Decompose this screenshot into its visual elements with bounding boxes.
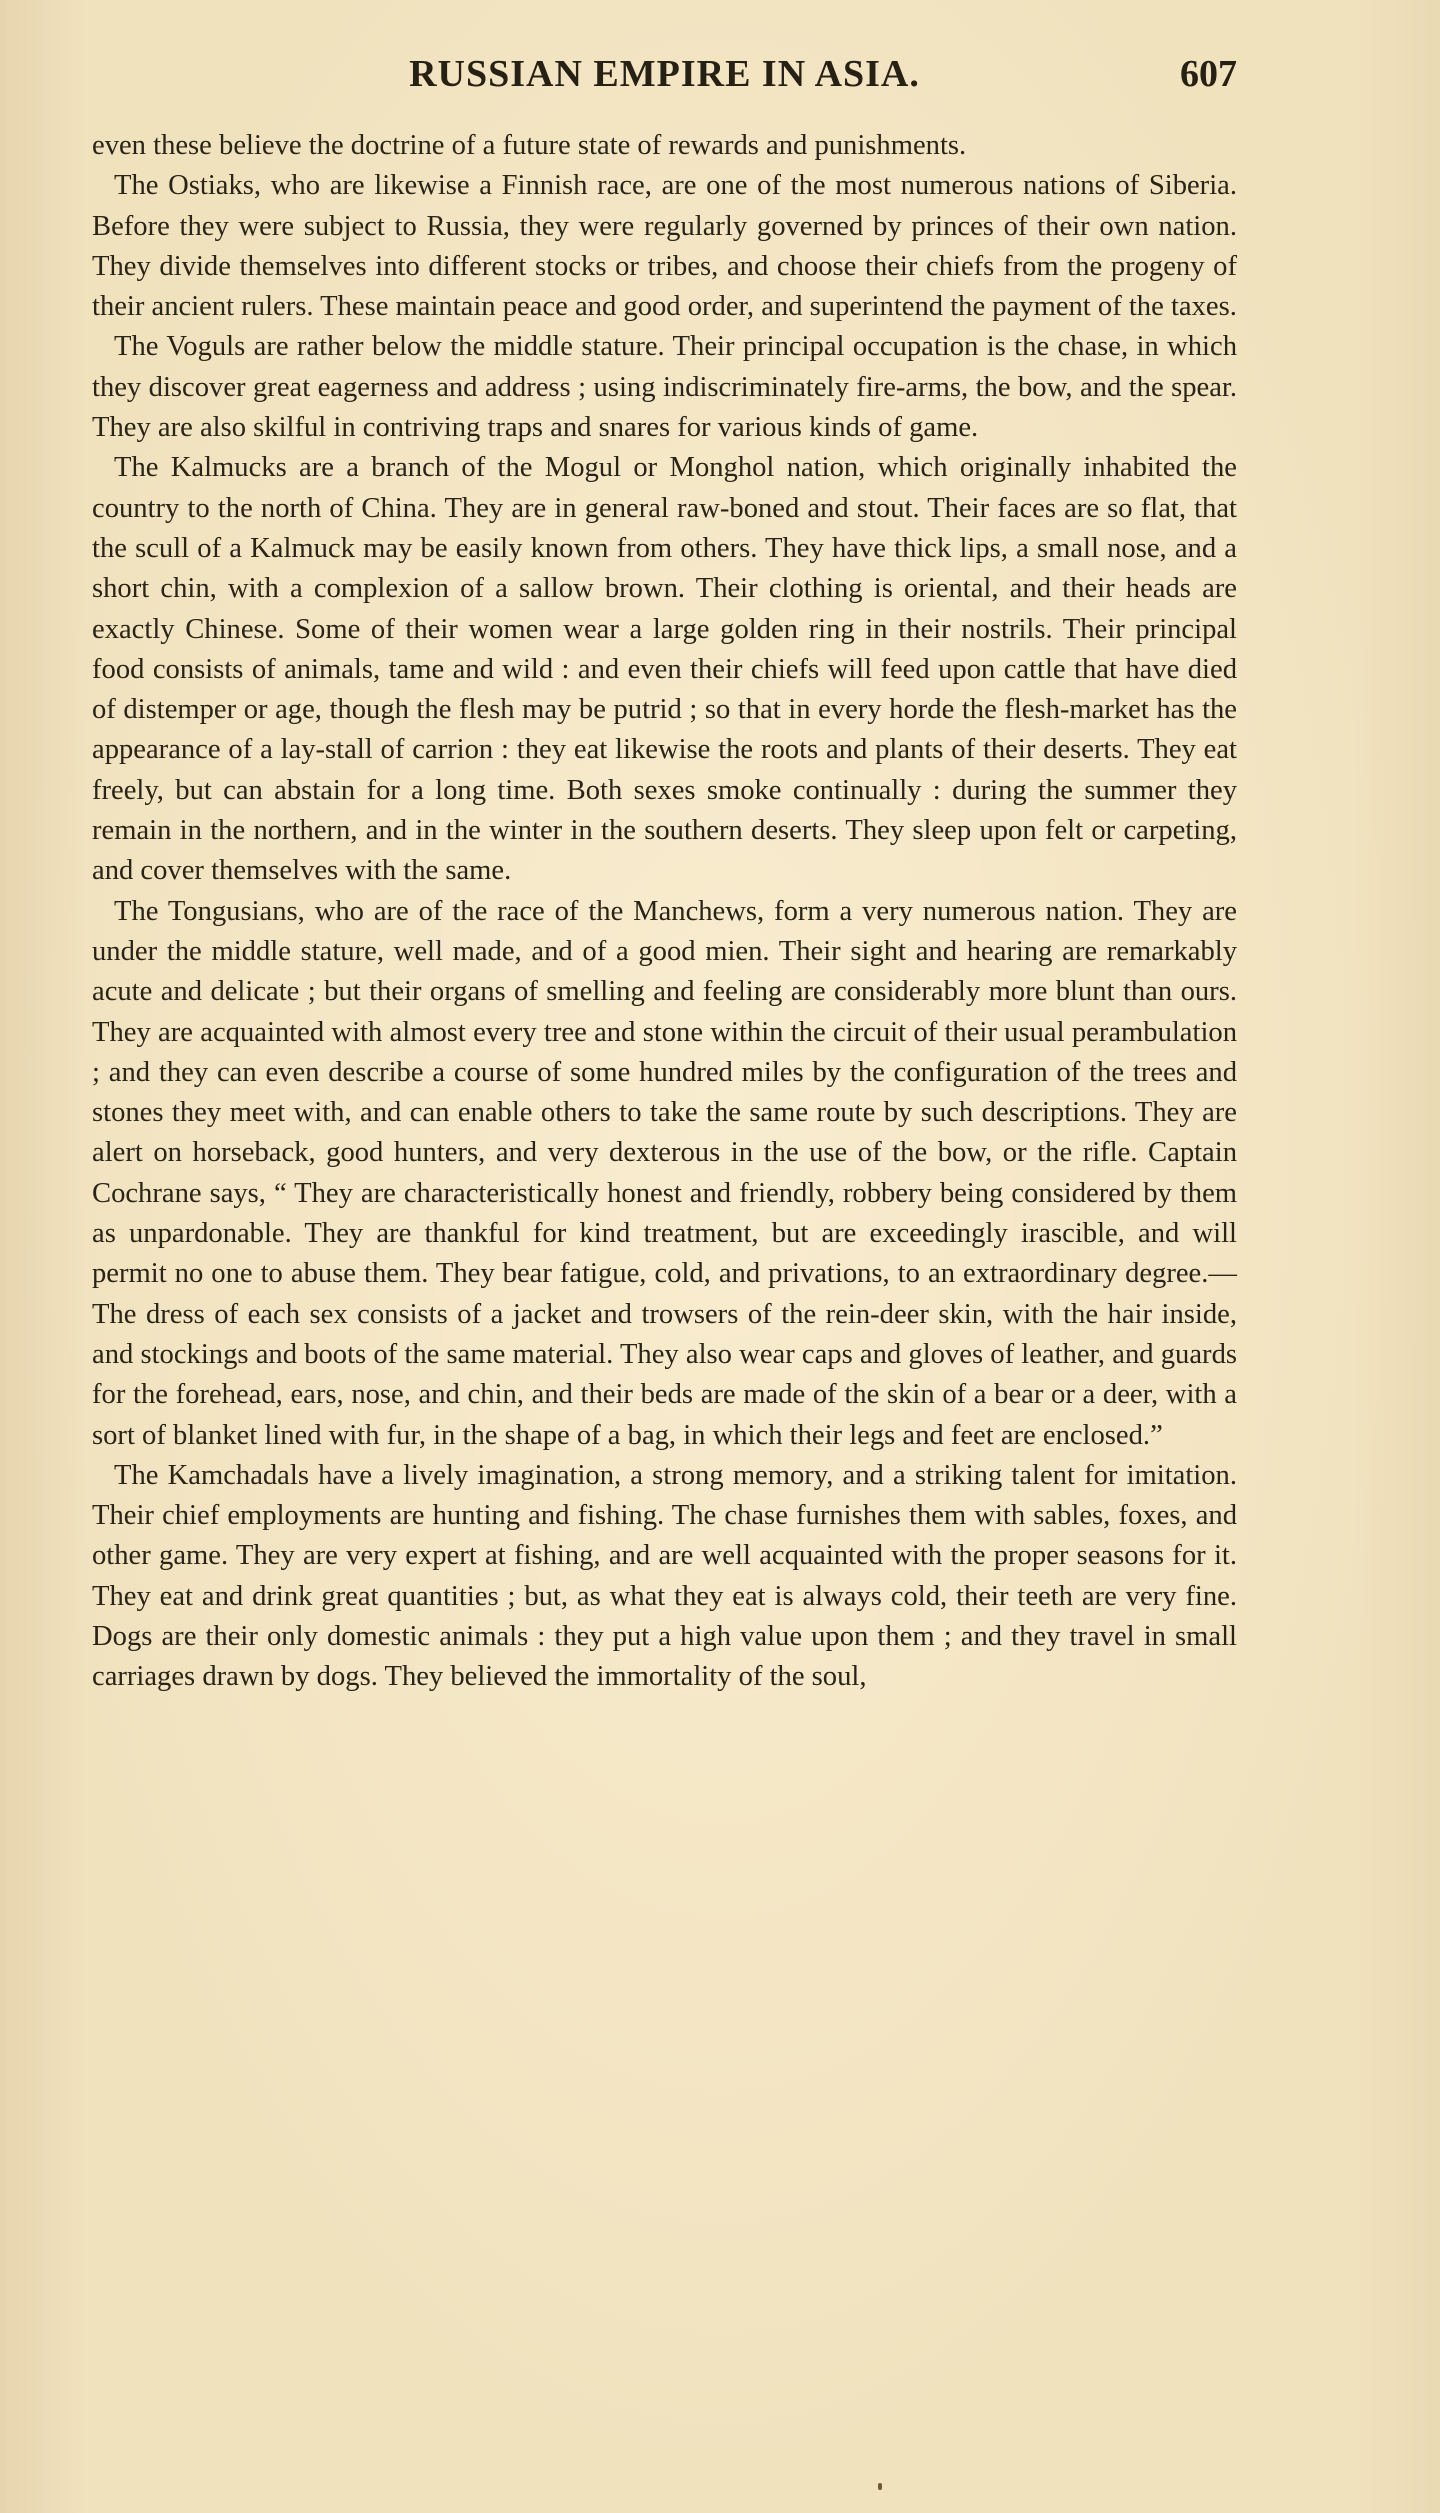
running-title: RUSSIAN EMPIRE IN ASIA. <box>409 53 920 95</box>
paragraph-kalmucks: The Kalmucks are a branch of the Mogul or Monghol nation, which originally inhabited the country to the north of China. They are in general raw-boned and stout. Their faces are so flat, that the scull of a Kalmuck may be easily known from others. They have thick lips, a small nose, and a short chin, with a complexion of a sallow brown. Their clothing is oriental, and their heads are exactly Chinese. Some of their women wear a large golden ring in their nostrils. Their principal food consists of animals, tame and wild : and even their chiefs will feed upon cattle that have died of distemper or age, though the flesh may be putrid ; so that in every horde the flesh-market has the appearance of a lay-stall of carrion : they eat likewise the roots and plants of their deserts. They eat freely, but can abstain for a long time. Both sexes smoke continually : during the summer they remain in the northern, and in the winter in the southern deserts. They sleep upon felt or carpeting, and cover themselves with the same. <box>92 452 1237 887</box>
body-text <box>92 126 1237 1698</box>
paragraph-continuation: even these believe the doctrine of a future state of rewards and punishments. <box>92 130 967 161</box>
paragraph-voguls: The Voguls are rather below the middle stature. Their principal occupation is the chase, in which they discover great eagerness and address ; using indiscriminately fire-arms, the bow, and the spear. They are also skilful in contriving traps and snares for various kinds of game. <box>92 331 1237 444</box>
paragraph-ostiaks: The Ostiaks, who are likewise a Finnish race, are one of the most numerous nations of Siberia. Before they were subject to Russia, they were regularly governed by princes of their own nation. They divide themselves into different stocks or tribes, and choose their chiefs from the progeny of their ancient rulers. These maintain peace and good order, and superintend the payment of the taxes. <box>92 170 1237 323</box>
paragraph-tongusians: The Tongusians, who are of the race of the Manchews, form a very numerous nation. They are under the middle stature, well made, and of a good mien. Their sight and hearing are remarkably acute and delicate ; but their organs of smelling and feeling are considerably more blunt than ours. They are acquainted with almost every tree and stone within the circuit of their usual perambulation ; and they can even describe a course of some hundred miles by the configuration of the trees and stones they meet with, and can enable others to take the same route by such descriptions. They are alert on horseback, good hunters, and very dexterous in the use of the bow, or the rifle. Captain Cochrane says, “ They are characteristically honest and friendly, robbery being considered by them as unpardonable. They are thankful for kind treatment, but are exceedingly irascible, and will permit no one to abuse them. They bear fatigue, cold, and privations, to an extraordinary degree.—The dress of each sex consists of a jacket and trowsers of the rein-deer skin, with the hair inside, and stockings and boots of the same material. They also wear caps and gloves of leather, and guards for the forehead, ears, nose, and chin, and their beds are made of the skin of a bear or a deer, with a sort of blanket lined with fur, in the shape of a bag, in which their legs and feet are enclosed.” <box>92 895 1237 1451</box>
paper-speck <box>878 2483 882 2490</box>
paragraph-kamchadals: The Kamchadals have a lively imagination, a strong memory, and a striking talent for imitation. Their chief employments are hunting and fishing. The chase furnishes them with sables, foxes, and other game. They are very expert at fishing, and are well acquainted with the proper seasons for it. They eat and drink great quantities ; but, as what they eat is always cold, their teeth are very fine. Dogs are their only domestic animals : they put a high value upon them ; and they travel in small carriages drawn by dogs. They believed the immortality of the soul, <box>92 1459 1237 1693</box>
page-number: 607 <box>1180 53 1237 95</box>
running-head <box>92 52 1237 108</box>
